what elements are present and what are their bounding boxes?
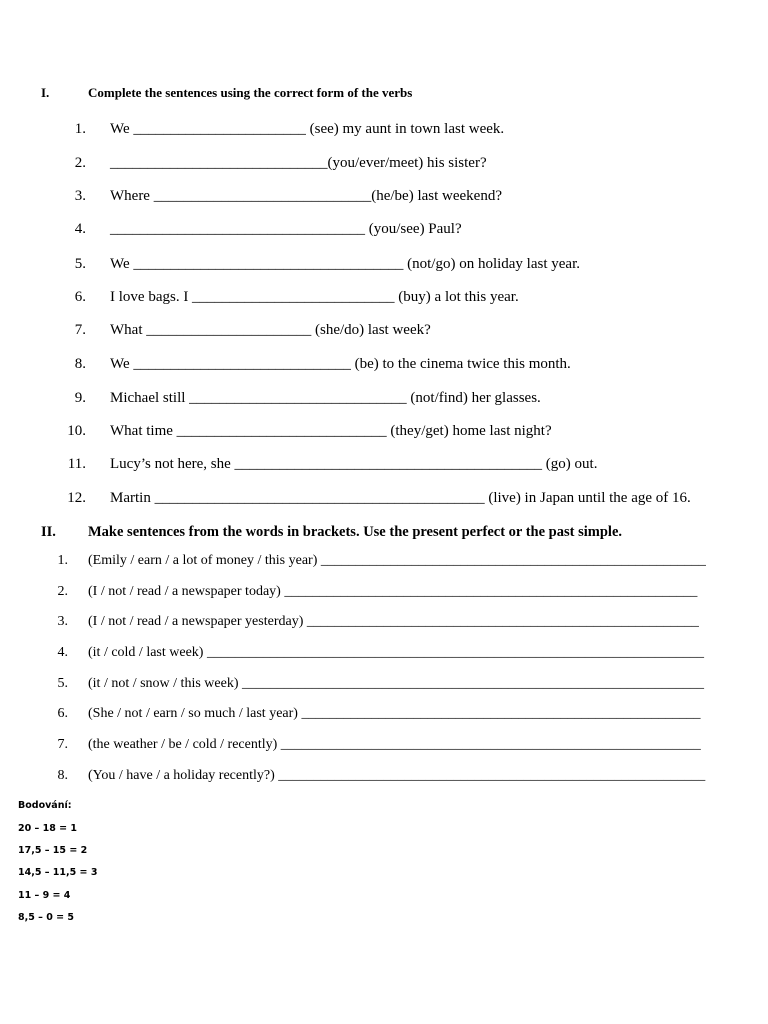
section-2-number: II.	[41, 524, 56, 540]
grading-line: 14,5 – 11,5 = 3	[18, 867, 98, 878]
section-2-title: Make sentences from the words in brackets. Use the present perfect or the past simple.	[88, 524, 623, 540]
section-1-number: I.	[41, 85, 50, 100]
grading-line: 11 – 9 = 4	[18, 890, 71, 901]
grading-title: Bodování:	[18, 800, 72, 811]
section-1-title: Complete the sentences using the correct form of the verbs	[88, 85, 413, 100]
grading-line: 17,5 – 15 = 2	[18, 845, 88, 856]
grading-line: 20 – 18 = 1	[18, 823, 77, 834]
grading-line: 8,5 – 0 = 5	[18, 912, 74, 923]
